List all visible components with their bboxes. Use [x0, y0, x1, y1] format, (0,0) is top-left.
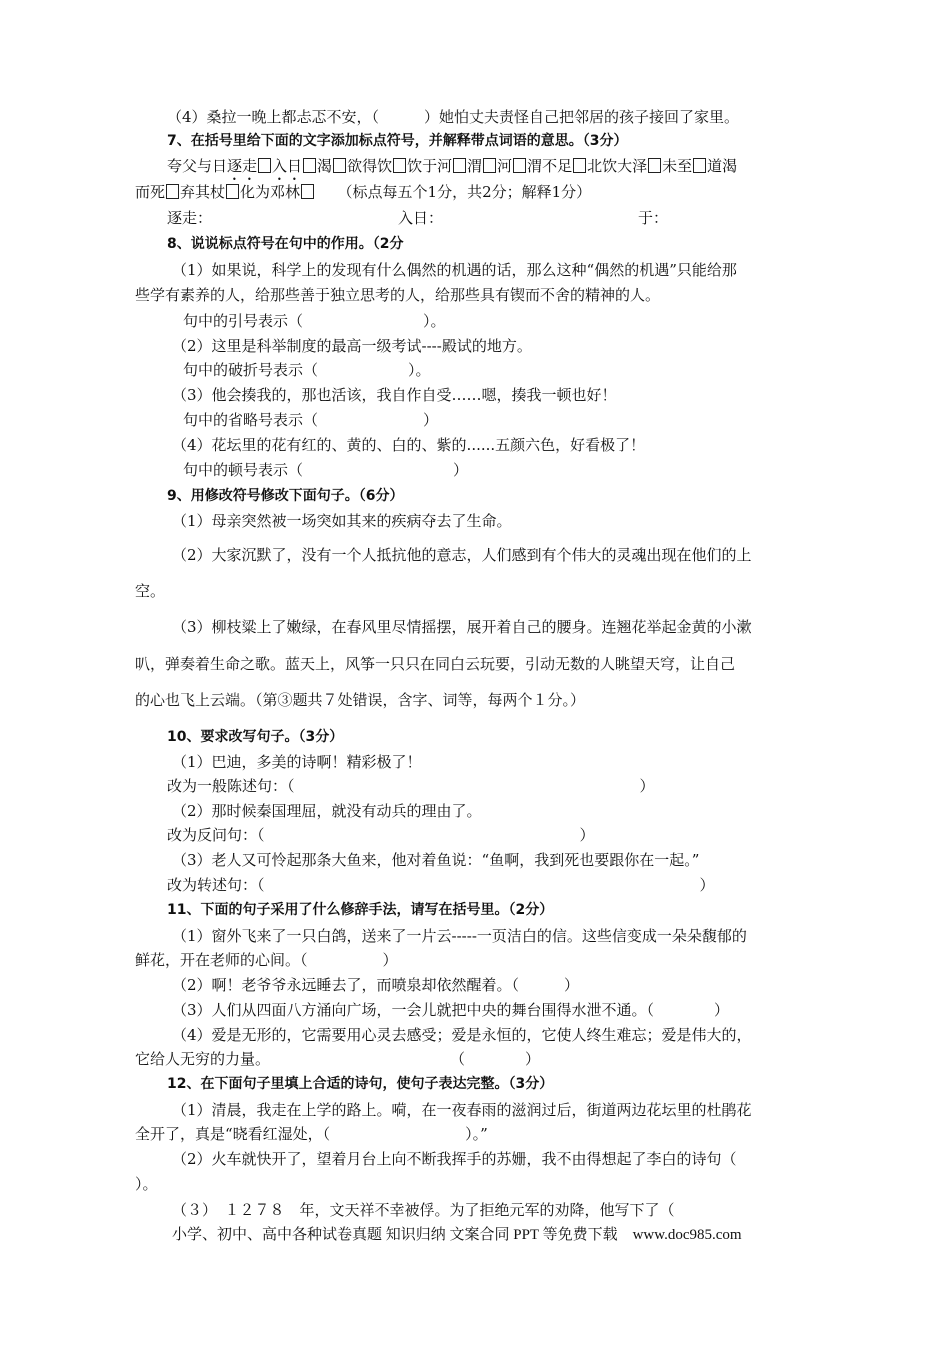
q10-item-2: （2）那时候秦国理屈，就没有动兵的理由了。 [172, 802, 482, 820]
q12-title: 12、在下面句子里填上合适的诗句，使句子表达完整。（3分） [167, 1076, 554, 1092]
q10-title: 10、要求改写句子。（3分） [167, 729, 344, 745]
q11-item-4-cont: 它给人无穷的力量。 （ ） [135, 1050, 541, 1068]
punctuation-box[interactable] [483, 158, 496, 173]
punctuation-box[interactable] [258, 158, 271, 173]
q11-item-2: （2）啊！老爷爷永远睡去了，而喷泉却依然醒着。（ ） [172, 976, 580, 994]
punctuation-box[interactable] [453, 158, 466, 173]
q9-title: 9、用修改符号修改下面句子。（6分） [167, 488, 404, 504]
q12-item-1-cont: 全开了，真是“晓看红湿处，（ ）。” [135, 1125, 488, 1143]
punctuation-box[interactable] [648, 158, 661, 173]
q7-explain-zhuzou: 逐走： [167, 209, 213, 227]
q11-item-1-cont: 鲜花，开在老师的心间。（ ） [135, 951, 398, 969]
q12-item-2-cont: ）。 [135, 1175, 158, 1193]
q7-explain-yu: 于： [638, 209, 669, 227]
punctuation-box[interactable] [513, 158, 526, 173]
q7-classical-text-cont: 而死 弃其杖 化为邓林 （标点每五个1分，共2分；解释1分） [135, 183, 592, 201]
q9-item-1: （1）母亲突然被一场突如其来的疾病夺去了生命。 [172, 512, 512, 530]
q11-item-3: （3）人们从四面八方涌向广场，一会儿就把中央的舞台围得水泄不通。（ ） [172, 1001, 730, 1019]
q11-title: 11、下面的句子采用了什么修辞手法，请写在括号里。（2分） [167, 902, 554, 918]
q6-item-4: （4）桑拉一晚上都忐忑不安，（ ）她怕丈夫责怪自己把邻居的孩子接回了家里。 [167, 108, 740, 126]
q8-item-3: （3）他会揍我的，那也活该，我自作自受……嗯，揍我一顿也好！ [172, 386, 617, 404]
punctuation-box[interactable] [693, 158, 706, 173]
punctuation-box[interactable] [573, 158, 586, 173]
q8-item-4: （4）花坛里的花有红的、黄的、白的、紫的......五颜六色，好看极了！ [172, 436, 646, 454]
q9-item-2-cont: 空。 [135, 582, 166, 600]
q8-item-2: （2）这里是科举制度的最高一级考试----殿试的地方。 [172, 337, 532, 355]
q8-item-1-answer: 句中的引号表示（ ）。 [183, 312, 446, 330]
q12-item-2: （2）火车就快开了，望着月台上向不断我挥手的苏姗，我不由得想起了李白的诗句（ [172, 1150, 737, 1168]
punctuation-box[interactable] [226, 184, 239, 199]
q10-item-2-answer: 改为反问句：（ ） [167, 826, 595, 844]
q12-item-1: （1）清晨，我走在上学的路上。嗬，在一夜春雨的滋润过后，街道两边花坛里的杜鹃花 [172, 1101, 752, 1119]
q12-item-3: （３） １２７８ 年，文天祥不幸被俘。为了拒绝元军的劝降，他写下了（ [172, 1201, 675, 1219]
q7-classical-text: 夸父与日逐走 入日 渴 欲得饮 饮于河 渭 河 渭不足 北饮大泽 未至 道渴 [167, 157, 738, 175]
q11-item-1: （1）窗外飞来了一只白鸽，送来了一片云-----一页洁白的信。这些信变成一朵朵馥郁的 [172, 927, 747, 945]
punctuation-box[interactable] [166, 184, 179, 199]
punctuation-box[interactable] [393, 158, 406, 173]
q8-item-1-cont: 些学有素养的人，给那些善于独立思考的人，给那些具有锲而不舍的精神的人。 [135, 286, 661, 304]
q7-title: 7、在括号里给下面的文字添加标点符号，并解释带点词语的意思。（3分） [167, 133, 628, 149]
punctuation-box[interactable] [303, 158, 316, 173]
q10-item-3: （3）老人又可怜起那条大鱼来，他对着鱼说：“鱼啊，我到死也要跟你在一起。” [172, 851, 700, 869]
q10-item-1-answer: 改为一般陈述句：（ ） [167, 777, 655, 795]
punctuation-box[interactable] [333, 158, 346, 173]
q7-scoring-note: （标点每五个1分，共2分；解释1分） [315, 183, 592, 201]
q8-item-2-answer: 句中的破折号表示（ ）。 [183, 361, 431, 379]
page-footer: 小学、初中、高中各种试卷真题 知识归纳 文案合同 PPT 等免费下载 www.doc985.com [172, 1227, 742, 1243]
q7-explain-riri: 入日： [398, 209, 444, 227]
q9-item-3-note: 的心也飞上云端。（第③题共７处错误，含字、词等，每两个１分。） [135, 691, 586, 709]
q11-item-4: （4）爱是无形的，它需要用心灵去感受；爱是永恒的，它使人终生难忘；爱是伟大的， [172, 1026, 752, 1044]
dotted-word-riri: 入日 [272, 157, 303, 175]
q9-item-2: （2）大家沉默了，没有一个人抵抗他的意志，人们感到有个伟大的灵魂出现在他们的上 [172, 546, 752, 564]
q8-item-3-answer: 句中的省略号表示（ ） [183, 411, 439, 429]
q8-title: 8、说说标点符号在句中的作用。（2分 [167, 236, 404, 252]
q8-item-1: （1）如果说，科学上的发现有什么偶然的机遇的话，那么这种“偶然的机遇”只能给那 [172, 261, 737, 279]
q8-item-4-answer: 句中的顿号表示（ ） [183, 461, 469, 479]
dotted-word-zhuzou: 逐走 [227, 157, 258, 175]
q9-item-3-cont: 叭，弹奏着生命之歌。蓝天上，风筝一只只在同白云玩要，引动无数的人眺望天穹，让自己 [135, 655, 736, 673]
punctuation-box[interactable] [301, 184, 314, 199]
q10-item-1: （1）巴迪，多美的诗啊！精彩极了！ [172, 753, 422, 771]
q9-item-3: （3）柳枝粱上了嫩绿，在春风里尽情摇摆，展开着自己的腰身。连翘花举起金黄的小漱 [172, 618, 752, 636]
q10-item-3-answer: 改为转述句：（ ） [167, 876, 715, 894]
